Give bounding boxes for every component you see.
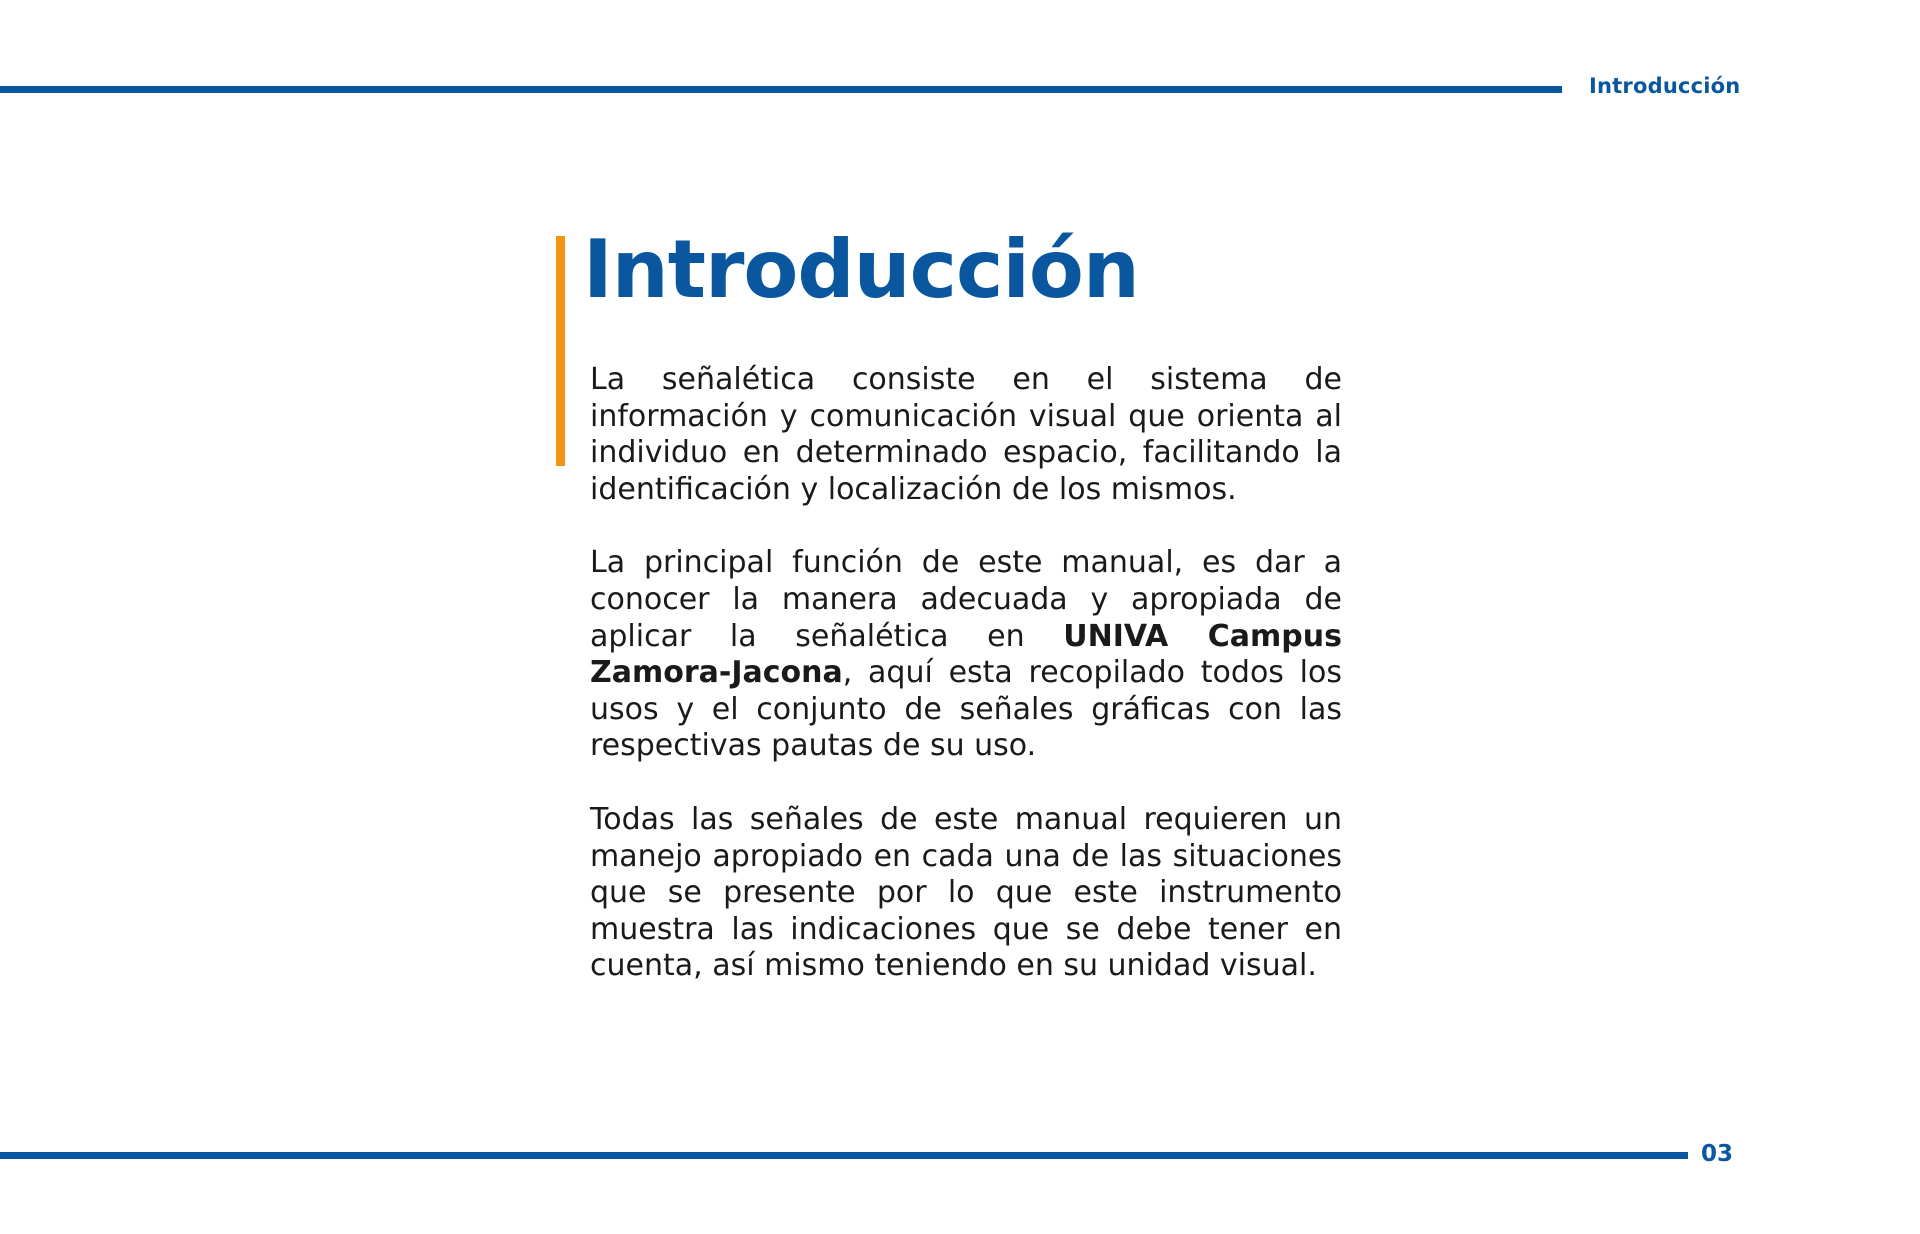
paragraph-3: Todas las señales de este manual requieren un manejo apropiado en cada una de las situaciones que se presente por lo que este instrumento muestra las indicaciones que se debe tener en cuenta, así mismo teniendo en su unidad visual.: [590, 801, 1342, 984]
paragraph-2: [590, 545, 1342, 765]
footer-rule: [0, 1152, 1688, 1159]
running-header-title: Introducción: [1589, 74, 1741, 98]
paragraph-1: La señalética consiste en el sistema de información y comunicación visual que orienta al individuo en determinado espacio, facilitando la identificación y localización de los mismos.: [590, 362, 1342, 507]
page-title: Introducción: [583, 223, 1139, 316]
body-text: [590, 362, 1342, 1022]
campus-name: UNIVA Campus Zamora-Jacona: [590, 618, 1342, 691]
title-accent-bar: [556, 236, 565, 466]
header-rule: [0, 86, 1562, 93]
paragraph-2-text-before: La principal función de este manual, es dar a conocer la manera adecuada y apropiada de aplicar la señalética en: [590, 545, 1342, 654]
paragraph-2-text-after: , aquí esta recopilado todos los usos y el conjunto de señales gráficas con las respectivas pautas de su uso.: [590, 655, 1342, 764]
page-number: 03: [1701, 1141, 1734, 1167]
